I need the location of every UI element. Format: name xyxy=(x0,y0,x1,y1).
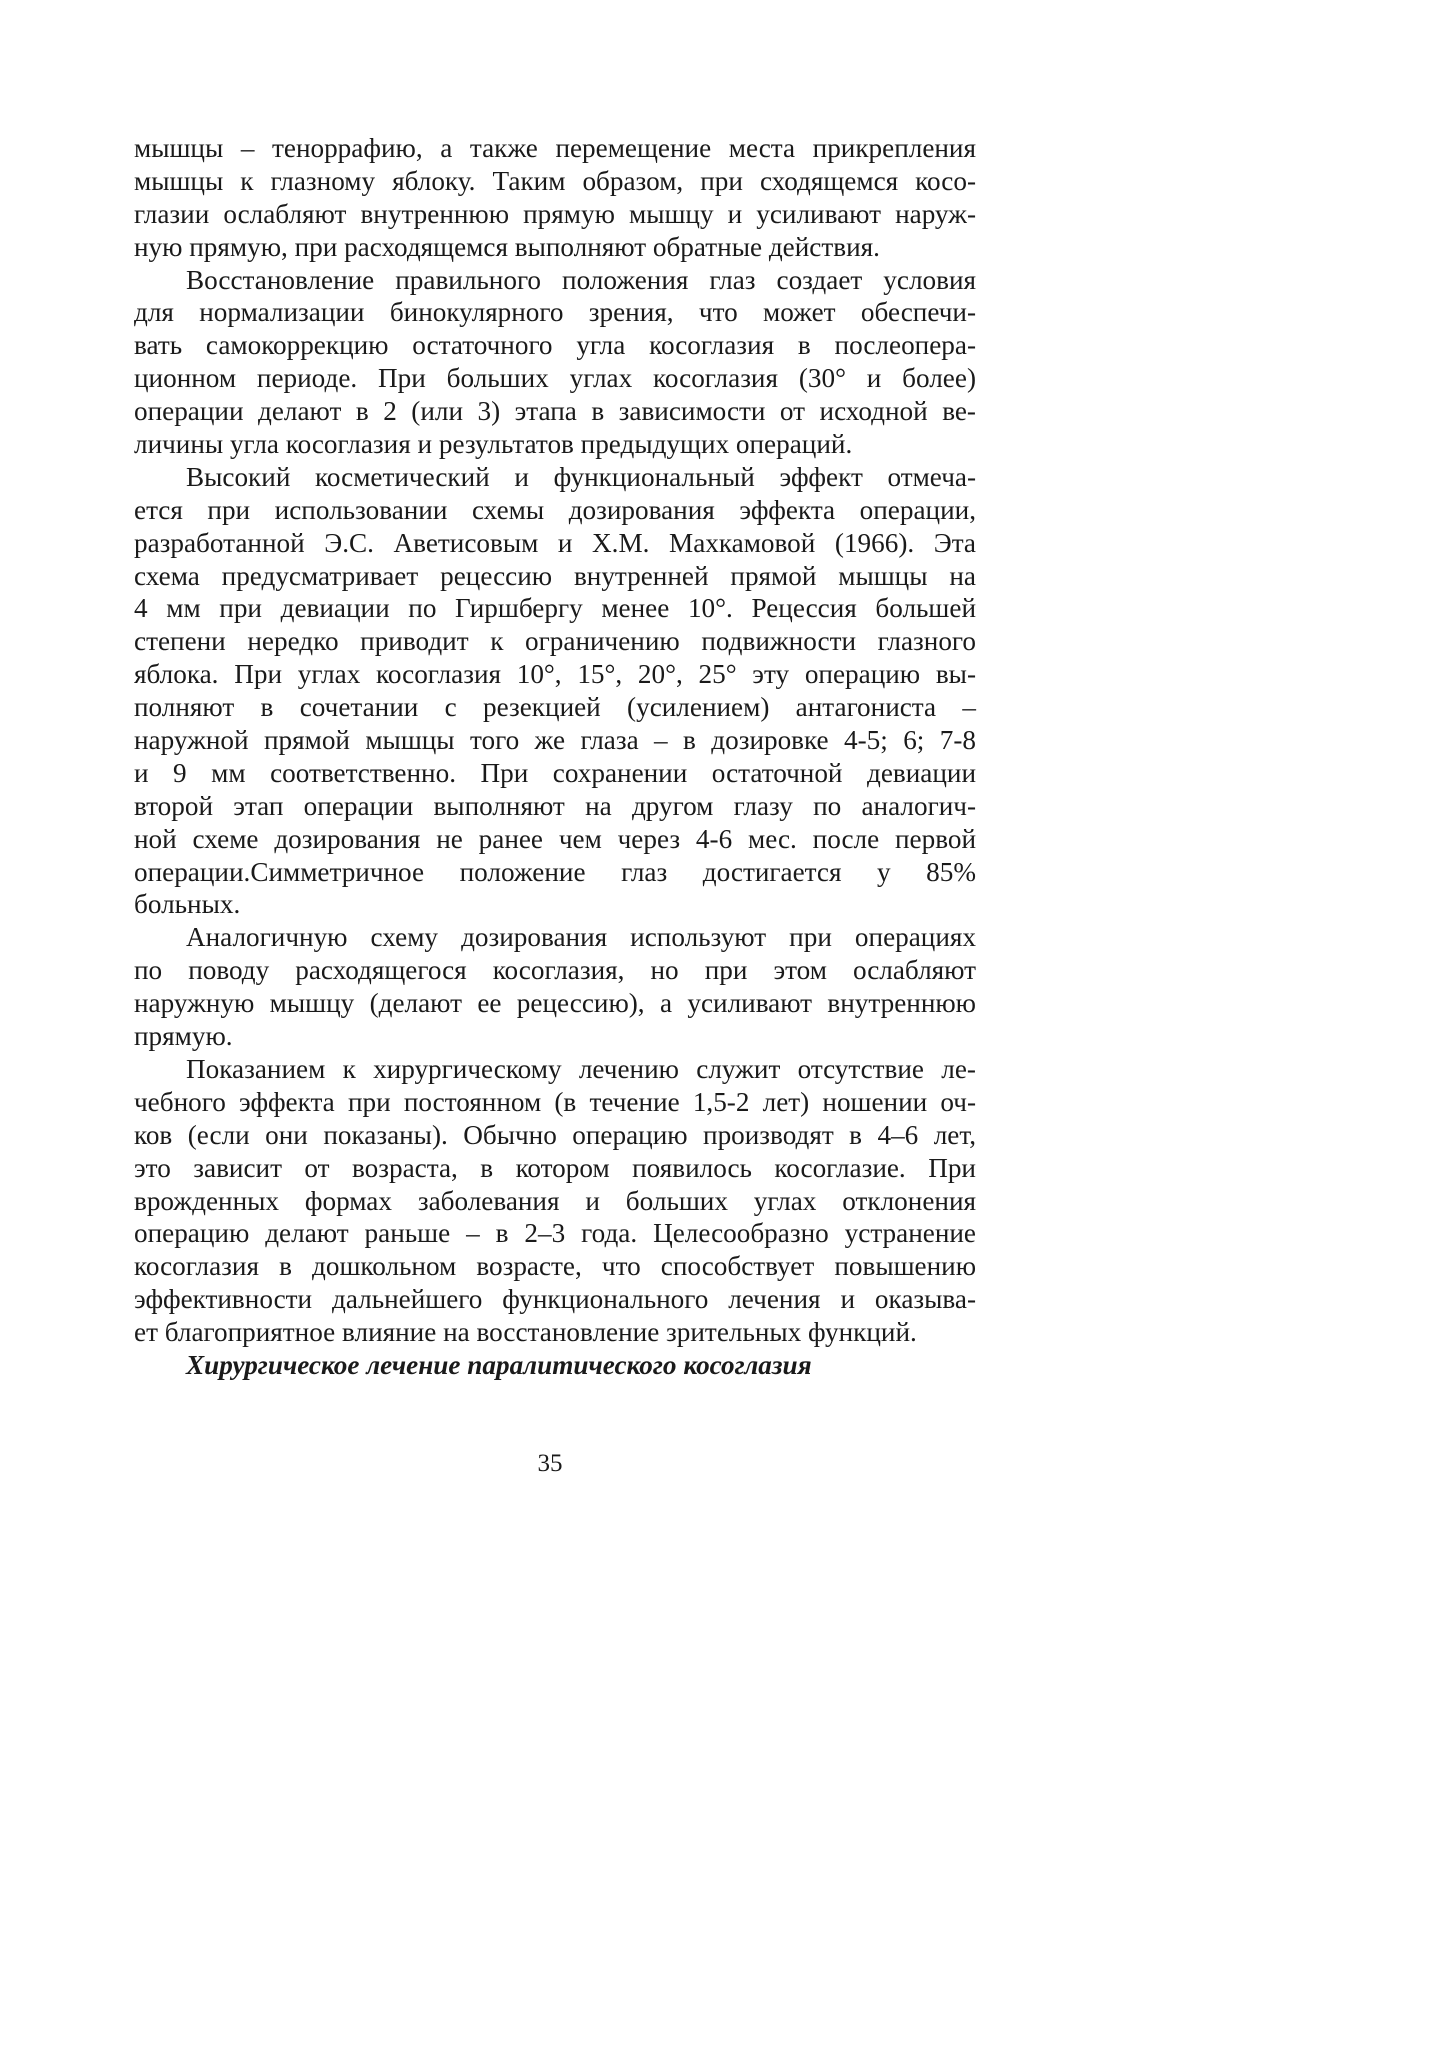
text-line: мышцы к глазному яблоку. Таким образом, при сходящемся косо- xyxy=(134,165,976,196)
text-line: больных. xyxy=(134,889,241,920)
paragraphs-container xyxy=(134,132,976,1349)
text-line: операции.Симметричное положение глаз достигается у 85% xyxy=(134,856,976,887)
text-line: по поводу расходящегося косоглазия, но при этом ослабляют xyxy=(134,955,976,986)
text-line: врожденных формах заболевания и больших углах отклонения xyxy=(134,1185,976,1216)
text-line: яблока. При углах косоглазия 10°, 15°, 20°, 25° эту операцию вы- xyxy=(134,659,976,690)
text-line: полняют в сочетании с резекцией (усилением) антагониста – xyxy=(134,692,976,723)
text-line: эффективности дальнейшего функционального лечения и оказыва- xyxy=(134,1284,976,1315)
text-line: личины угла косоглазия и результатов предыдущих операций. xyxy=(134,429,853,460)
text-line: косоглазия в дошкольном возрасте, что способствует повышению xyxy=(134,1251,976,1282)
text-line: Аналогичную схему дозирования используют при операциях xyxy=(186,922,976,953)
text-line: ную прямую, при расходящемся выполняют обратные действия. xyxy=(134,231,880,262)
text-line: мышцы – теноррафию, а также перемещение места прикрепления xyxy=(134,133,976,163)
text-line: ется при использовании схемы дозирования эффекта операции, xyxy=(134,494,976,525)
paragraph xyxy=(134,461,976,921)
text-line: ков (если они показаны). Обычно операцию производят в 4–6 лет, xyxy=(134,1119,976,1150)
text-line: ционном периоде. При больших углах косоглазия (30° и более) xyxy=(134,363,976,394)
text-line: Показанием к хирургическому лечению служит отсутствие ле- xyxy=(186,1053,976,1084)
text-line: и 9 мм соответственно. При сохранении остаточной девиации xyxy=(134,757,976,788)
paragraph xyxy=(134,921,976,1053)
text-line: разработанной Э.С. Аветисовым и Х.М. Махкамовой (1966). Эта xyxy=(134,527,976,558)
page-number: 35 xyxy=(537,1450,563,1477)
text-line: ной схеме дозирования не ранее чем через 4-6 мес. после первой xyxy=(134,823,976,854)
text-line: наружную мышцу (делают ее рецессию), а усиливают внутреннюю xyxy=(134,988,976,1019)
text-line: для нормализации бинокулярного зрения, что может обеспечи- xyxy=(134,297,976,328)
text-line: это зависит от возраста, в котором появилось косоглазие. При xyxy=(134,1152,976,1183)
text-line: второй этап операции выполняют на другом глазу по аналогич- xyxy=(134,790,976,821)
text-line: 4 мм при девиации по Гиршбергу менее 10°. Рецессия большей xyxy=(134,593,976,624)
text-line: прямую. xyxy=(134,1021,233,1052)
paragraph xyxy=(134,1053,976,1349)
text-line: глазии ослабляют внутреннюю прямую мышцу и усиливают наруж- xyxy=(134,198,976,229)
body-text xyxy=(134,132,976,1382)
text-line: вать самокоррекцию остаточного угла косоглазия в послеопера- xyxy=(134,330,976,361)
paragraph xyxy=(134,264,976,461)
text-line: операцию делают раньше – в 2–3 года. Целесообразно устранение xyxy=(134,1218,976,1249)
text-line: чебного эффекта при постоянном (в течение 1,5-2 лет) ношении оч- xyxy=(134,1086,976,1117)
text-line: операции делают в 2 (или 3) этапа в зависимости от исходной ве- xyxy=(134,396,976,427)
text-line: Высокий косметический и функциональный эффект отмеча- xyxy=(186,461,976,492)
text-line: наружной прямой мышцы того же глаза – в дозировке 4-5; 6; 7-8 xyxy=(134,725,976,756)
section-heading: Хирургическое лечение паралитического косоглазия xyxy=(186,1349,812,1380)
paragraph xyxy=(134,132,976,264)
text-line: степени нередко приводит к ограничению подвижности глазного xyxy=(134,626,976,657)
text-line: схема предусматривает рецессию внутренней прямой мышцы на xyxy=(134,560,976,591)
text-line: Восстановление правильного положения глаз создает условия xyxy=(186,264,976,295)
text-line: ет благоприятное влияние на восстановление зрительных функций. xyxy=(134,1317,917,1348)
